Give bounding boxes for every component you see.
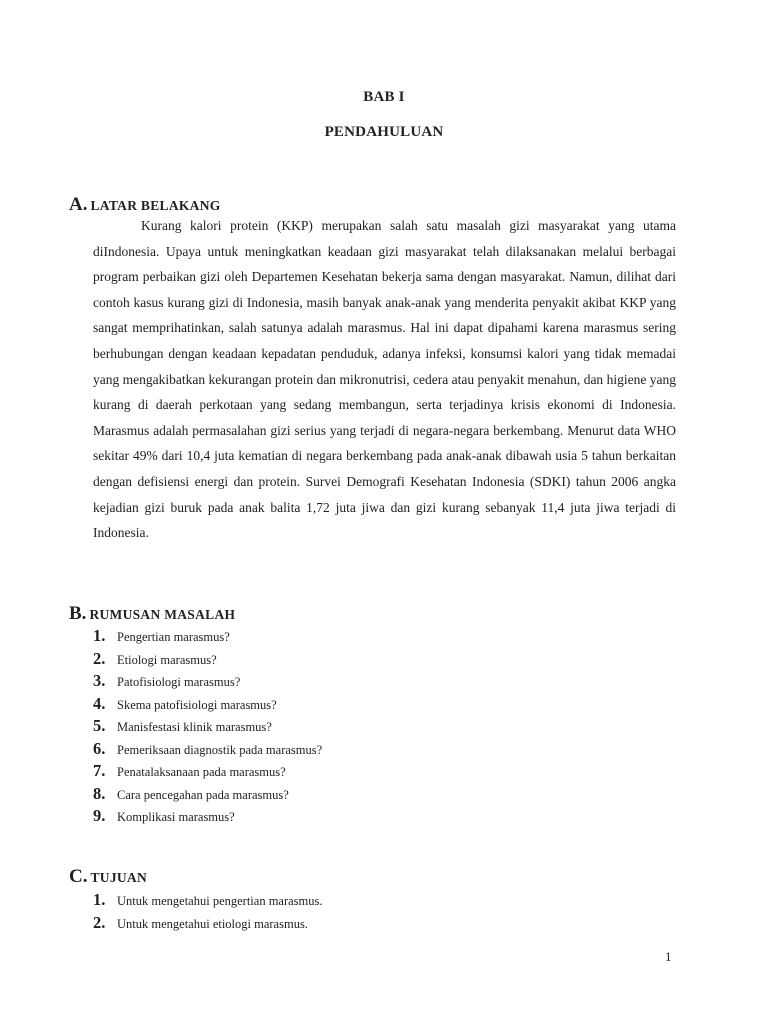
list-item <box>93 913 323 936</box>
list-number: 2. <box>93 912 106 932</box>
list-text: Komplikasi marasmus? <box>117 810 235 824</box>
section-title: RUMUSAN MASALAH <box>89 607 236 622</box>
list-text: Untuk mengetahui etiologi marasmus. <box>117 916 308 931</box>
list-item <box>93 716 322 739</box>
list-text: Manisfestasi klinik marasmus? <box>117 720 272 734</box>
list-item <box>93 739 322 762</box>
chapter-title: PENDAHULUAN <box>324 124 444 140</box>
list-text: Patofisiologi marasmus? <box>117 675 241 689</box>
list-number: 8. <box>93 783 106 803</box>
list-item <box>93 649 322 672</box>
list-item <box>93 890 323 913</box>
section-heading-rumusan-masalah <box>69 603 235 625</box>
objective-list <box>93 890 323 935</box>
list-number: 9. <box>93 806 106 825</box>
list-text: Cara pencegahan pada marasmus? <box>117 787 289 802</box>
list-item <box>93 806 322 829</box>
section-heading-tujuan <box>69 866 147 888</box>
list-text: Penatalaksanaan pada marasmus? <box>117 765 286 779</box>
list-number: 2. <box>93 648 106 668</box>
chapter-number: BAB I <box>363 89 405 105</box>
list-item <box>93 626 322 649</box>
section-letter: A. <box>69 194 88 215</box>
list-item <box>93 761 322 784</box>
section-letter: B. <box>69 603 87 624</box>
page-number: 1 <box>665 949 672 964</box>
background-paragraph: Kurang kalori protein (KKP) merupakan salah satu masalah gizi masyarakat yang utama diIndonesia. Upaya untuk meningkatkan keadaan gizi masyarakat telah dilaksanakan melalui berbagai program perbaikan gizi oleh Departemen Kesehatan bekerja sama dengan masyarakat. Namun, dilihat dari contoh kasus kurang gizi di Indonesia, masih banyak anak-anak yang menderita penyakit akibat KKP yang sangat memprihatinkan, salah satunya adalah marasmus. Hal ini dapat dipahami karena marasmus sering berhubungan dengan keadaan kepadatan penduduk, adanya infeksi, konsumsi kalori yang tidak memadai yang mengakibatkan kekurangan protein dan mikronutrisi, cedera atau penyakit menahun, dan higiene yang kurang di daerah perkotaan yang sedang membangun, serta terjadinya krisis ekonomi di Indonesia. Marasmus adalah permasalahan gizi serius yang terjadi di negara-negara berkembang. Menurut data WHO sekitar 49% dari 10,4 juta kematian di negara berkembang pada anak-anak dibawah usia 5 tahun berkaitan dengan defisiensi energi dan protein. Survei Demografi Kesehatan Indonesia (SDKI) tahun 2006 angka kejadian gizi buruk pada anak balita 1,72 juta jiwa dan gizi kurang sebanyak 11,4 juta jiwa terjadi di Indonesia. <box>93 218 676 541</box>
list-item <box>93 694 322 717</box>
problem-list <box>93 626 322 829</box>
list-item <box>93 784 322 807</box>
list-number: 4. <box>93 693 106 713</box>
list-text: Pemeriksaan diagnostik pada marasmus? <box>117 742 323 757</box>
list-number: 1. <box>93 890 106 909</box>
list-text: Skema patofisiologi marasmus? <box>117 697 277 712</box>
list-text: Etiologi marasmus? <box>117 652 217 667</box>
list-number: 1. <box>93 626 106 645</box>
list-item <box>93 671 322 694</box>
section-title: LATAR BELAKANG <box>90 198 221 213</box>
section-letter: C. <box>69 866 88 887</box>
list-number: 3. <box>93 671 106 690</box>
section-title: TUJUAN <box>90 870 148 885</box>
list-text: Untuk mengetahui pengertian marasmus. <box>117 894 323 908</box>
list-number: 7. <box>93 761 106 780</box>
list-number: 5. <box>93 716 106 735</box>
list-text: Pengertian marasmus? <box>117 630 230 644</box>
list-number: 6. <box>93 738 106 758</box>
